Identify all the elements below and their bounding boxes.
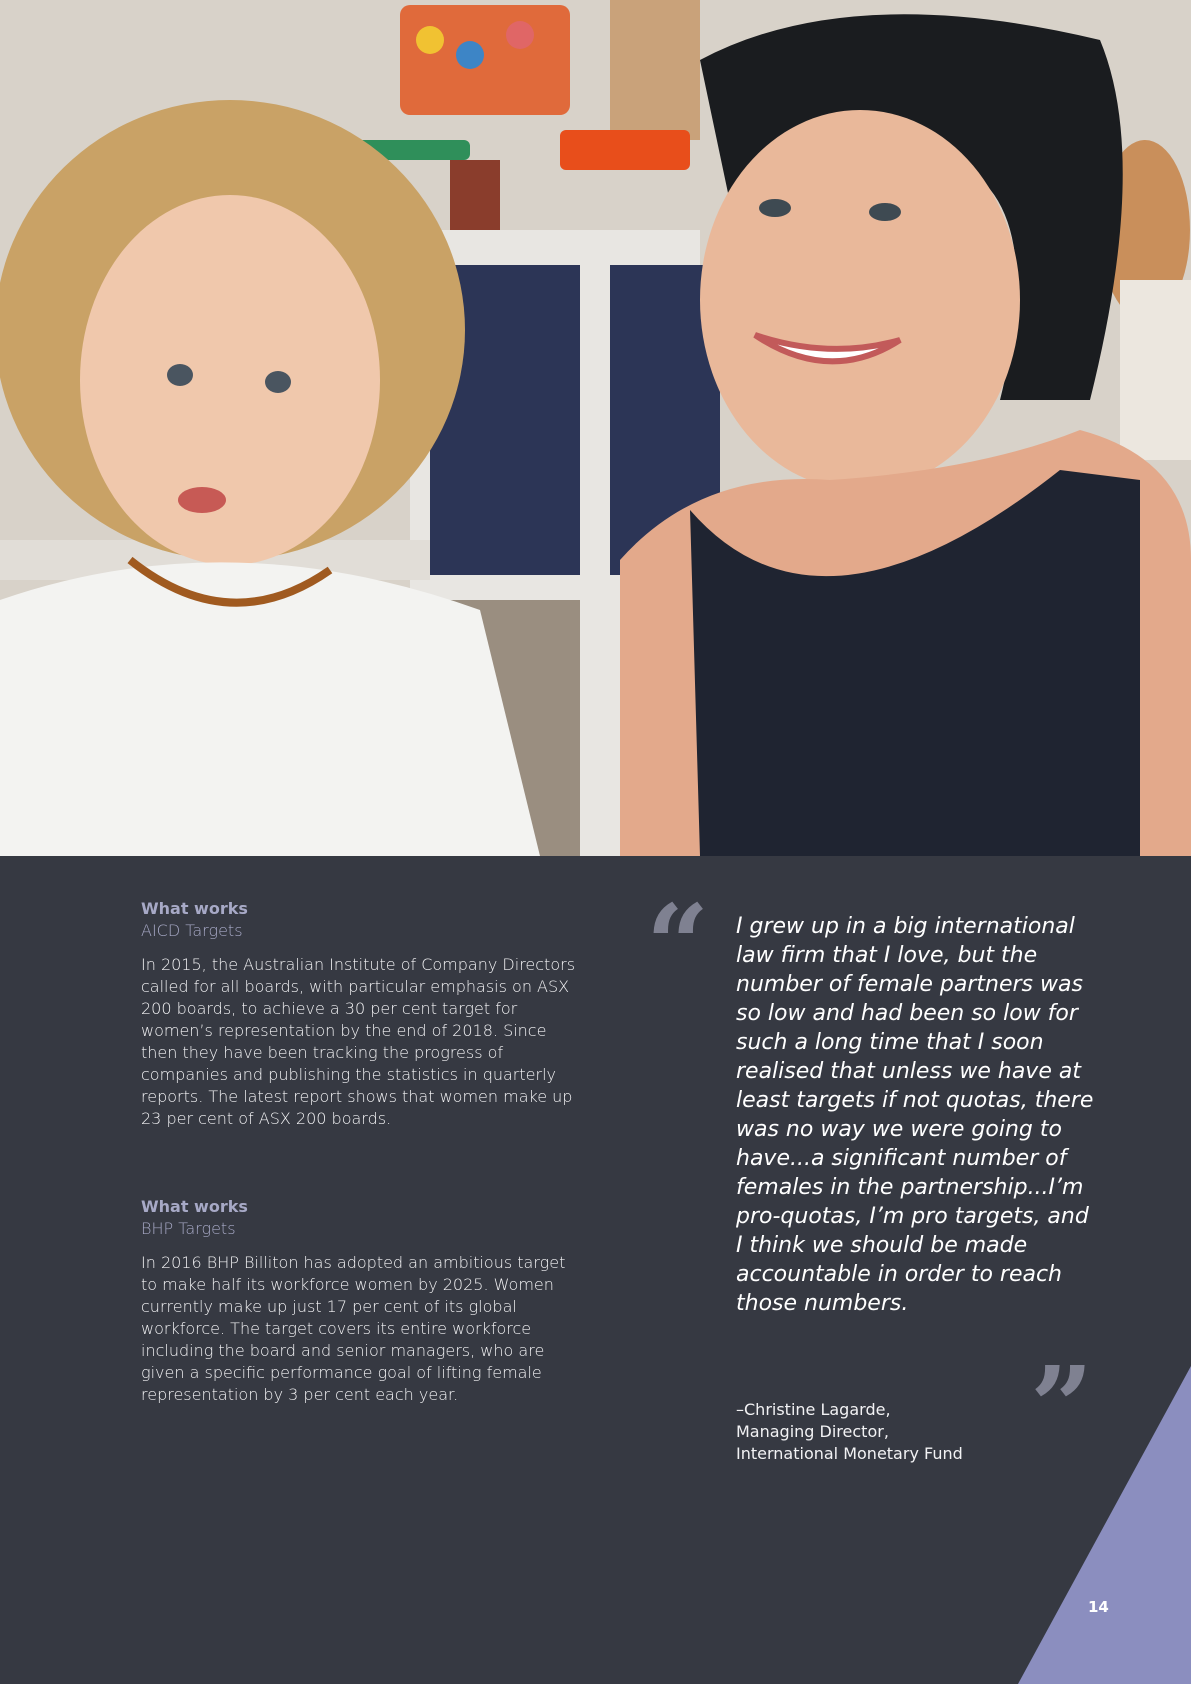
section-aicd [141,898,581,1130]
page-number: 14 [1088,1598,1109,1616]
section-kicker: What works [141,1197,248,1216]
section-subtitle: BHP Targets [141,1219,236,1238]
section-kicker: What works [141,899,248,918]
quote-attribution [736,1399,1056,1465]
attribution-name: –Christine Lagarde, [736,1400,891,1419]
attribution-title: Managing Director, [736,1422,889,1441]
section-body: In 2016 BHP Billiton has adopted an ambitious target to make half its workforce women by 2025. Women currently make up just 17 per cent of its global workforce. The target covers its entire workforce including the board and senior managers, who are given a specific performance goal of lifting female representation by 3 per cent each year. [141,1253,566,1404]
open-quote-icon: “ [646,880,710,1009]
section-body: In 2015, the Australian Institute of Company Directors called for all boards, with particular emphasis on ASX 200 boards, to achieve a 30 per cent target for women’s representation by the end of 2018. Since then they have been tracking the progress of companies and publishing the statistics in quarterly reports. The latest report shows that women make up 23 per cent of ASX 200 boards. [141,955,576,1128]
section-subtitle: AICD Targets [141,921,243,940]
close-quote-icon: ” [1030,1342,1094,1471]
section-bhp [141,1196,581,1406]
attribution-org: International Monetary Fund [736,1444,963,1463]
pull-quote: I grew up in a big international law firm that I love, but the number of female partners was so low and had been so low for such a long time that I soon realised that unless we have at least targets if not quotas, there was no way we were going to have...a significant number of females in the partnership...I’m pro-quotas, I’m pro targets, and I think we should be made accountable in order to reach those numbers. [736,914,1094,1316]
